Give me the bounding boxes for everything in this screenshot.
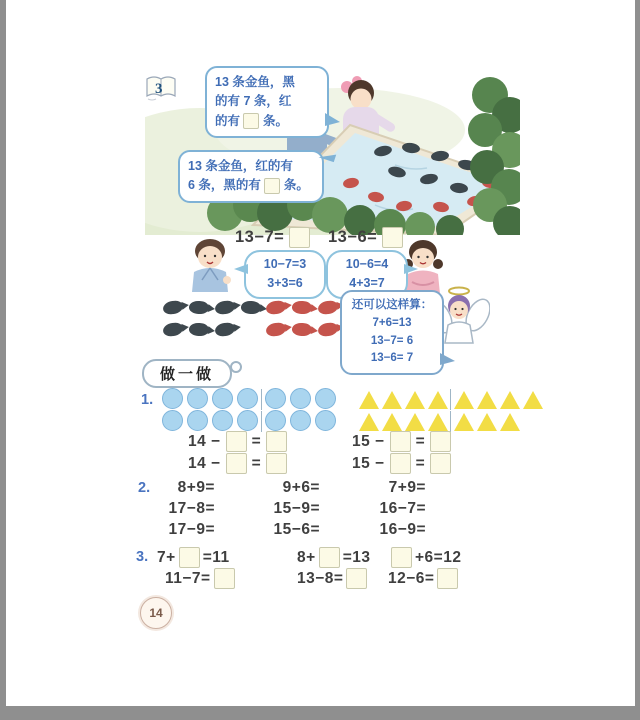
speech-line: 的有 条。 (215, 113, 288, 128)
equation-14-blank-1: 14 − = (188, 431, 287, 452)
equation-14-blank-2: 14 − = (188, 453, 287, 474)
equation: 16−9= (379, 521, 426, 538)
equation: 17−8= (168, 500, 215, 517)
viewer-bottom-margin (0, 706, 640, 720)
exercise-3-number: 3. (136, 549, 149, 565)
circle-row (160, 388, 338, 410)
bubble-tail (234, 264, 248, 274)
equation-15-blank-1: 15 − = (352, 431, 451, 452)
bubble-tail (404, 264, 418, 274)
angel-bubble (340, 290, 444, 375)
answer-box (437, 568, 458, 589)
exercise-1-number: 1. (141, 392, 154, 408)
equation-12-minus-6: 12−6= (388, 568, 458, 589)
equation: 17−9= (168, 521, 215, 538)
triangle-row (357, 410, 544, 432)
think-line: 10−7=3 (263, 257, 307, 271)
angel-line: 13−6= 7 (370, 352, 414, 365)
answer-box (214, 568, 235, 589)
lesson-number-glyph: 3 (155, 81, 163, 97)
equation: 15−6= (273, 521, 320, 538)
think-line: 4+3=7 (349, 276, 385, 291)
equation: 7+9= (388, 479, 426, 496)
viewer-left-margin (0, 0, 6, 720)
answer-box (266, 453, 287, 474)
boy-speech-bubble (178, 150, 324, 203)
equation-8-plus-blank: 8+ =13 (297, 547, 370, 568)
circle-row (160, 410, 338, 432)
girl-speech-bubble (205, 66, 329, 138)
viewer-right-margin (635, 0, 640, 720)
answer-box (390, 453, 411, 474)
boy-think-bubble (244, 250, 326, 299)
angel-line: 7+6=13 (372, 316, 412, 329)
triangle-counters (357, 388, 544, 432)
do-it-label: 做一做 (159, 366, 214, 383)
pond-scene-illustration (145, 55, 520, 235)
answer-box (391, 547, 412, 568)
answer-box (346, 568, 367, 589)
think-line: 3+3=6 (267, 276, 303, 291)
equation-13-minus-7: 13−7= (235, 227, 310, 248)
speech-line: 13 条金鱼，黑 (215, 75, 295, 89)
exercise-2-number: 2. (138, 480, 151, 496)
answer-box (226, 453, 247, 474)
answer-box (319, 547, 340, 568)
bubble-tail (325, 113, 340, 126)
think-line: 10−6=4 (345, 257, 389, 271)
do-it-badge (142, 359, 232, 388)
black-fish-group (160, 294, 264, 338)
answer-box (226, 431, 247, 452)
black-fish-row (160, 294, 264, 316)
bubble-tail (440, 353, 455, 365)
angel-bubble-title: 还可以这样算： (351, 299, 433, 311)
equation-11-minus-7: 11−7= (165, 568, 235, 589)
answer-box (430, 431, 451, 452)
equation-15-blank-2: 15 − = (352, 453, 451, 474)
equation: 16−7= (379, 500, 426, 517)
speech-line: 的有 7 条，红 (215, 94, 292, 109)
triangle-row (357, 388, 544, 410)
answer-box (266, 431, 287, 452)
page-number: 14 (149, 606, 163, 620)
equation: 9+6= (282, 479, 320, 496)
equation-13-minus-8: 13−8= (297, 568, 367, 589)
boy-icon (186, 238, 234, 294)
speech-line: 6 条，黑的有 条。 (188, 178, 309, 193)
answer-box (264, 178, 280, 194)
red-fish-group (263, 294, 341, 338)
bush-right (468, 77, 520, 235)
equation: 8+9= (177, 479, 215, 496)
answer-box (430, 453, 451, 474)
equation-blank-plus-6: +6=12 (388, 547, 461, 568)
black-fish-row (160, 316, 264, 338)
answer-box (243, 113, 259, 129)
page-number-badge (140, 597, 172, 629)
speech-line: 13 条金鱼，红的有 (188, 159, 293, 173)
red-fish-row (263, 316, 341, 338)
equation-7-plus-blank: 7+ =11 (157, 547, 230, 568)
circle-counters (160, 388, 338, 432)
angel-line: 13−7= 6 (370, 334, 414, 347)
answer-box (390, 431, 411, 452)
equation: 15−9= (273, 500, 320, 517)
answer-box (289, 227, 310, 248)
equation-13-minus-6: 13−6= (328, 227, 403, 248)
answer-box (179, 547, 200, 568)
